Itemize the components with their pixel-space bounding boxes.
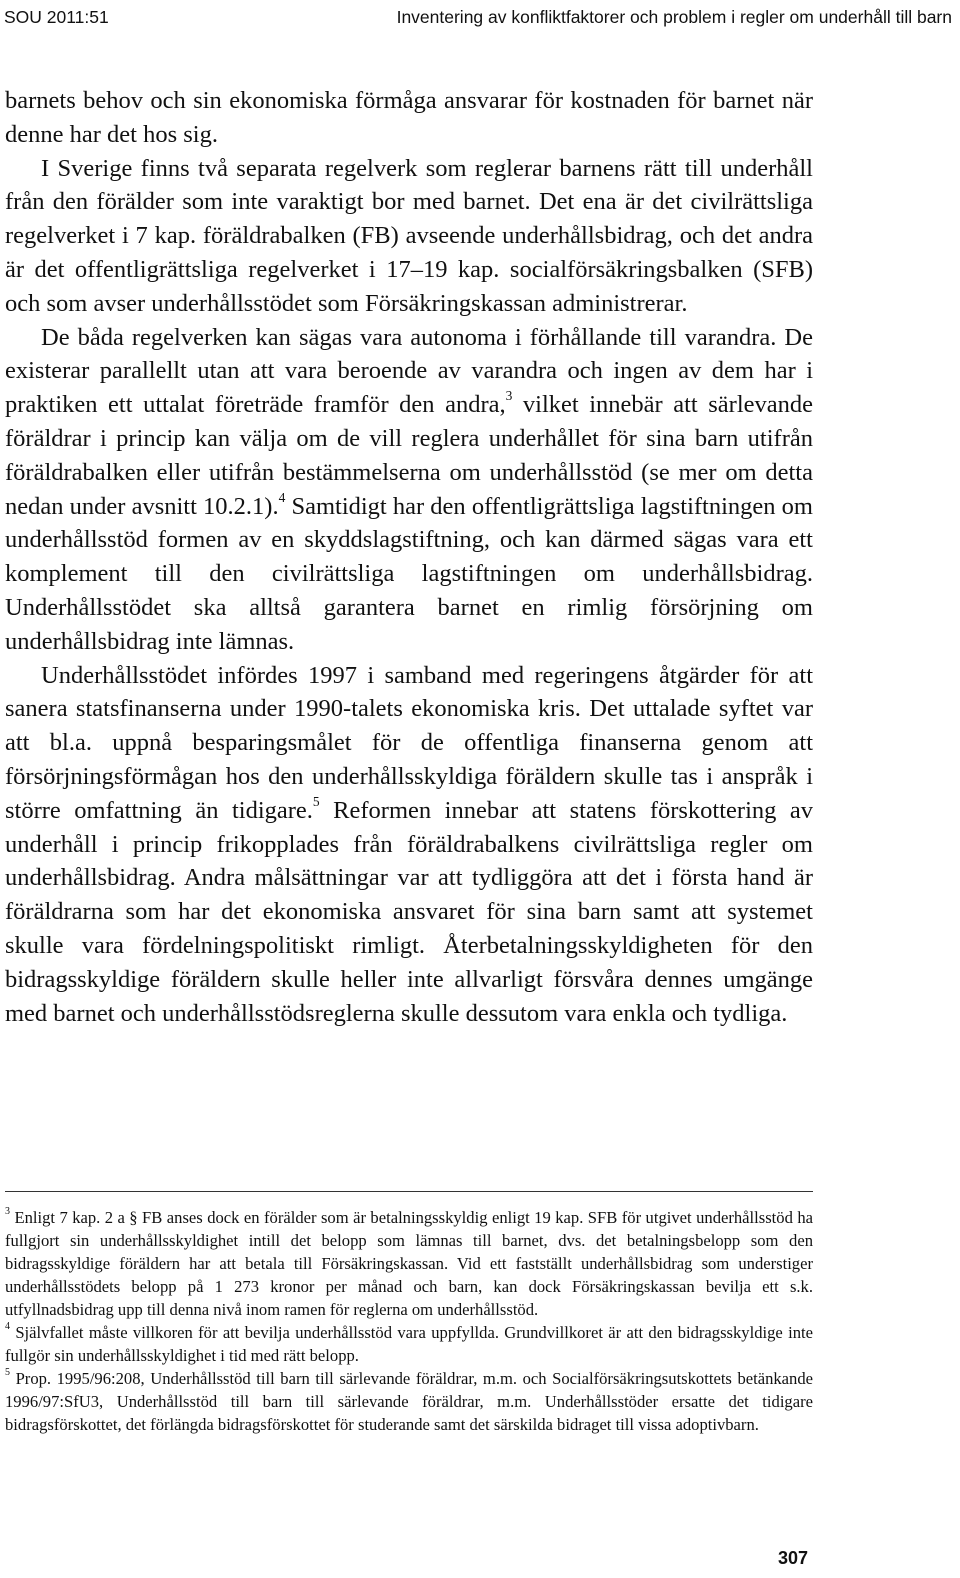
footnote-ref-4[interactable]: 4 [278,489,286,505]
footnote-ref-5[interactable]: 5 [312,793,320,809]
footnote-ref-3[interactable]: 3 [505,388,513,404]
footnote-4 [5,1321,813,1367]
footnote-3 [5,1206,813,1321]
footnote-text: Prop. 1995/96:208, Underhållsstöd till barn till särlevande föräldrar, m.m. och Socialförsäkringsutskottets betänkande 1996/97:SfU3, Underhållsstöd till barn till särlevande föräldrar, m.m. Underhållsstöder ersatte det tidigare bidragsförskottet, det förlängda bidragsförskottet för studerande samt det särskilda bidraget till vissa adoptivbarn. [5,1369,814,1434]
paragraph-4-part-2: Reformen innebar att statens förskottering av underhåll i princip frikopplades från föräldrabalkens civilrättsliga regler om underhållsbidrag. Andra målsättningar var att tydliggöra att det i första hand är föräldrarna som har det ekonomiska ansvaret för sina barn samt att systemet skulle vara fördelningspolitiskt rimligt. Återbetalningsskyldigheten för den bidragsskyldige föräldern skulle heller inte allvarligt försvåra dennes umgänge med barnet och underhållsstödsreglerna skulle dessutom vara enkla och tydliga. [5,796,814,1027]
report-number: SOU 2011:51 [4,7,109,27]
footnote-divider [5,1191,813,1192]
footnote-text: Självfallet måste villkoren för att bevilja underhållsstöd vara uppfyllda. Grundvillkoret är att den bidragsskyldige inte fullgör sin underhållsskyldighet i tid med rätt belopp. [5,1323,813,1365]
footnote-number: 4 [5,1321,10,1333]
footnote-text: Enligt 7 kap. 2 a § FB anses dock en förälder som är betalningsskyldig enligt 19 kap. SFB för utgivet underhållsstöd ha fullgjort sin underhållsskyldighet intill det belopp som lämnas till barnet, dvs. det betalningsbelopp som den bidragsskyldige föräldern har att betala till Försäkringskassan. Vid ett fastställt underhållsbidrag som understiger underhållsstödets belopp på 1 273 kronor per månad och barn, kan dock Försäkringskassan bevilja ett s.k. utfyllnadsbidrag upp till denna nivå inom ramen för reglerna om underhållsstöd. [5,1208,813,1319]
footnote-number: 5 [5,1367,10,1379]
body-text [5,84,813,1030]
paragraph-3-part-3: Samtidigt har den offentligrättsliga lagstiftningen om underhållsstöd formen av en skyddslagstiftning, och kan därmed sägas vara ett komplement till den civilrättsliga lagstiftningen om underhållsbidrag. Underhållsstödet ska alltså garantera barnet en rimlig försörjning om underhållsbidrag inte lämnas. [5,492,813,655]
paragraph-2: I Sverige finns två separata regelverk som reglerar barnens rätt till underhåll från den förälder som inte varaktigt bor med barnet. Det ena är det civilrättsliga regelverket i 7 kap. föräldrabalken (FB) avseende underhållsbidrag, och det andra är det offentligrättsliga regelverket i 17–19 kap. socialförsäkringsbalken (SFB) och som avser underhållsstödet som Försäkringskassan administrerar. [5,154,813,317]
paragraph-3 [5,321,813,659]
running-header [0,5,956,31]
chapter-title: Inventering av konfliktfaktorer och problem i regler om underhåll till barn [396,7,952,27]
paragraph-4-part-1: Underhållsstödet infördes 1997 i samband med regeringens åtgärder för att sanera statsfinanserna under 1990-talets ekonomiska kris. Det uttalade syftet var att bl.a. uppnå besparingsmålet för de offentliga finanserna genom att försörjningsförmågan hos den underhållsskyldiga föräldern skulle tas i anspråk i större omfattning än tidigare. [5,661,813,824]
footnote-number: 3 [5,1206,10,1218]
page-number: 307 [778,1548,809,1568]
paragraph-3-part-2: vilket innebär att särlevande föräldrar i princip kan välja om de vill reglera underhållet för sina barn utifrån föräldrabalken eller utifrån bestämmelserna om underhållsstöd (se mer om detta nedan under avsnitt 10.2.1). [5,391,813,520]
paragraph-1: barnets behov och sin ekonomiska förmåga ansvarar för kostnaden för barnet när denne har det hos sig. [5,87,813,148]
paragraph-3-part-1: De båda regelverken kan sägas vara autonoma i förhållande till varandra. De existerar parallellt utan att vara beroende av varandra och ingen av dem har i praktiken ett uttalat företräde framför den andra, [5,323,813,419]
footnote-5 [5,1367,813,1436]
paragraph-4 [5,659,813,1031]
footnotes [5,1206,813,1436]
